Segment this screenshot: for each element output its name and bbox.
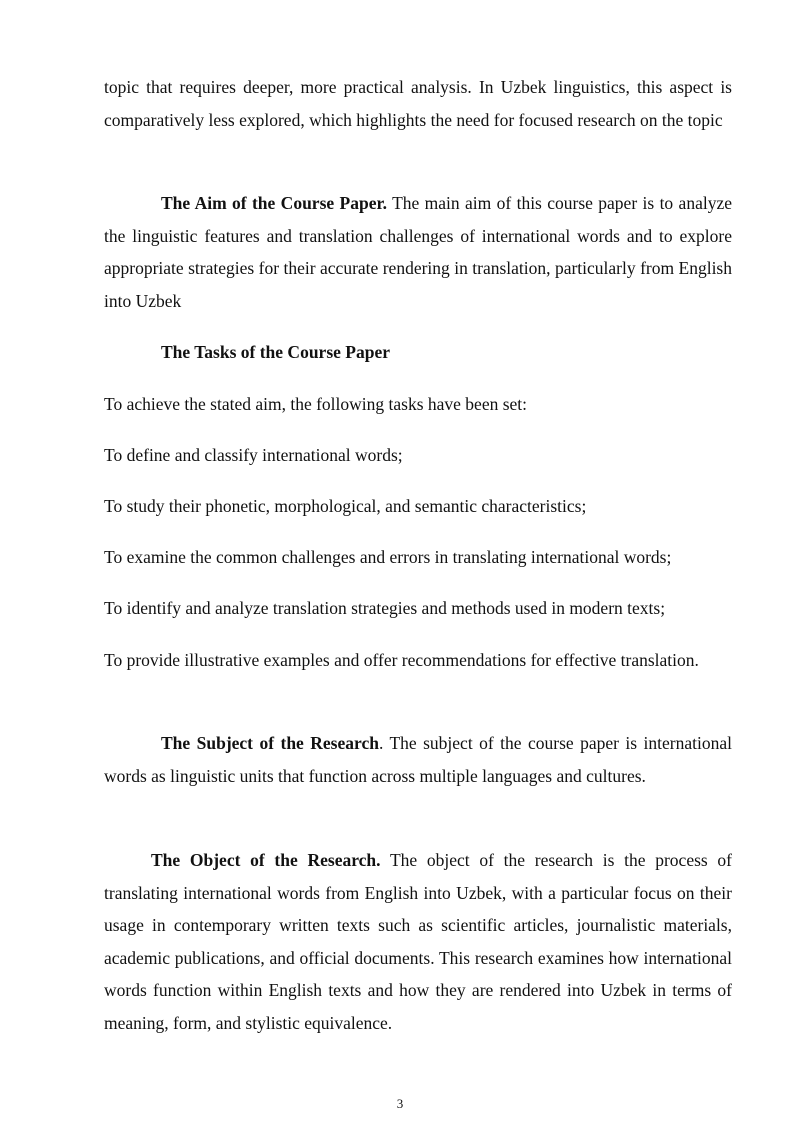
task-item-3: To examine the common challenges and errors in translating international words; [104,547,672,567]
aim-paragraph [104,187,732,317]
subject-heading: The Subject of the Research [161,733,379,753]
object-paragraph [104,844,732,1039]
task-item-4: To identify and analyze translation strategies and methods used in modern texts; [104,598,666,618]
subject-paragraph [104,727,732,792]
intro-paragraph: topic that requires deeper, more practical analysis. In Uzbek linguistics, this aspect is comparatively less explored, which highlights the need for focused research on the topic [104,77,732,130]
aim-text: The main aim of this course paper is to analyze the linguistic features and translation challenges of international words and to explore appropriate strategies for their accurate rendering in translation, particularly from English into Uzbek [104,193,732,311]
subject-text: . The subject of the course paper is international words as linguistic units that function across multiple languages and cultures. [104,733,732,786]
object-heading: The Object of the Research. [151,850,381,870]
object-text: The object of the research is the process of translating international words from English into Uzbek, with a particular focus on their usage in contemporary written texts such as scientific articles, journalistic materials, academic publications, and official documents. This research examines how international words function within English texts and how they are rendered into Uzbek in terms of meaning, form, and stylistic equivalence. [104,850,732,1033]
aim-heading: The Aim of the Course Paper. [161,193,388,213]
task-item-2: To study their phonetic, morphological, and semantic characteristics; [104,496,587,516]
task-item-1: To define and classify international words; [104,445,403,465]
page-number: 3 [396,1096,404,1111]
tasks-heading-paragraph [104,336,732,369]
tasks-intro: To achieve the stated aim, the following tasks have been set: [104,394,528,414]
task-item-5: To provide illustrative examples and offer recommendations for effective translation. [104,650,699,670]
tasks-heading: The Tasks of the Course Paper [161,342,390,362]
